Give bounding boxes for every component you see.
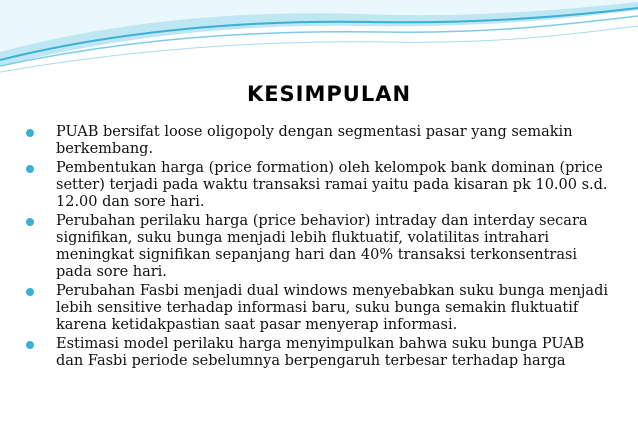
list-item-text: PUAB bersifat loose oligopoly dengan segmentasi pasar yang semakin berkembang. (56, 124, 573, 157)
bullet-dot-icon (26, 341, 34, 349)
header-wave-decoration (0, 0, 638, 90)
list-item (14, 213, 614, 281)
list-item (14, 160, 614, 211)
conclusion-list (14, 124, 614, 372)
bullet-dot-icon (26, 129, 34, 137)
list-item-text: Pembentukan harga (price formation) oleh kelompok bank dominan (price setter) terjadi pada waktu transaksi ramai yaitu pada kisaran pk 10.00 s.d. 12.00 dan sore hari. (56, 160, 608, 210)
slide-title: KESIMPULAN (246, 82, 412, 106)
bullet-dot-icon (26, 288, 34, 296)
list-item-text: Estimasi model perilaku harga menyimpulkan bahwa suku bunga PUAB dan Fasbi periode sebelumnya berpengaruh terbesar terhadap harga (56, 336, 585, 369)
bullet-dot-icon (26, 218, 34, 226)
bullet-dot-icon (26, 165, 34, 173)
list-item (14, 124, 614, 158)
list-item (14, 336, 614, 370)
list-item-text: Perubahan Fasbi menjadi dual windows menyebabkan suku bunga menjadi lebih sensitive terhadap informasi baru, suku bunga semakin fluktuatif karena ketidakpastian saat pasar menyerap informasi. (56, 283, 608, 333)
list-item (14, 283, 614, 334)
list-item-text: Perubahan perilaku harga (price behavior) intraday dan interday secara signifikan, suku bunga menjadi lebih fluktuatif, volatilitas intrahari meningkat signifikan sepanjang hari dan 40% transaksi terkonsentrasi pada sore hari. (56, 213, 588, 280)
